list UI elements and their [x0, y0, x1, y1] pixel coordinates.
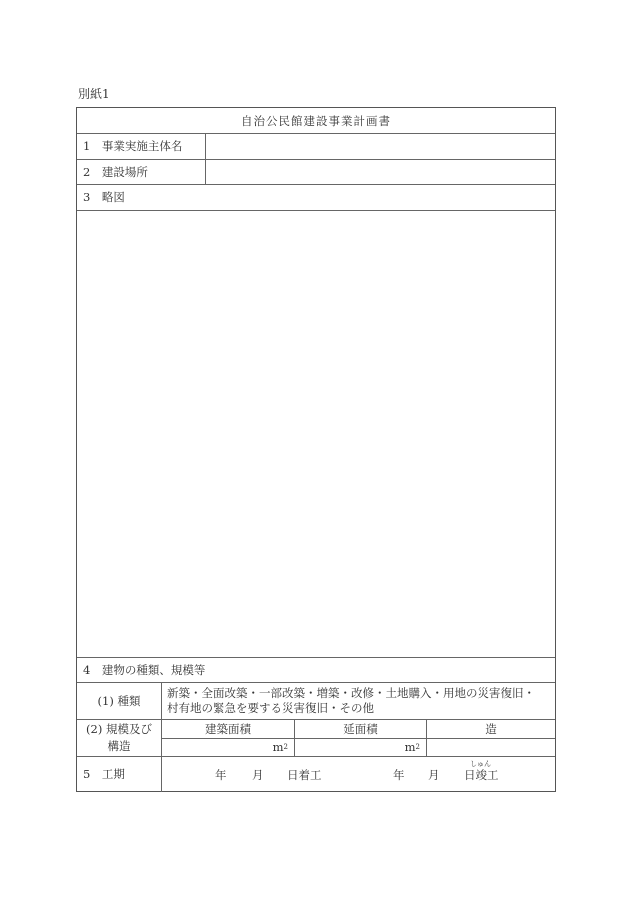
- end-year: 年: [393, 768, 405, 782]
- building-area-header: 建築面積: [205, 721, 251, 736]
- scale-label-line-1: (2) 規模及び: [86, 722, 152, 736]
- type-options-line-1: 新築・全面改築・一部改築・増築・改修・土地購入・用地の災害復旧・: [167, 686, 535, 700]
- start-year: 年: [215, 768, 227, 782]
- end-month: 月: [428, 768, 440, 782]
- scale-label-line-2: 構造: [107, 739, 131, 753]
- unit-label: m: [272, 740, 284, 754]
- unit-sup: 2: [283, 743, 288, 751]
- start-day: 日着工: [287, 768, 322, 782]
- structure-header: 造: [485, 721, 497, 736]
- unit-label: m: [404, 740, 416, 754]
- floor-area-field[interactable]: [295, 738, 426, 756]
- type-options[interactable]: [167, 686, 535, 716]
- unit-sup: 2: [415, 743, 420, 751]
- section-3-label: 3 略図: [83, 190, 125, 204]
- implementer-name-field[interactable]: [206, 133, 555, 159]
- scale-structure-label: [77, 721, 161, 755]
- sketch-area[interactable]: [77, 211, 555, 657]
- plan-form-table: [76, 107, 556, 792]
- building-area-field[interactable]: [162, 738, 294, 756]
- structure-field[interactable]: [427, 738, 555, 756]
- construction-site-field[interactable]: [206, 159, 555, 184]
- section-2-label: 2 建設場所: [83, 164, 148, 179]
- form-title: 自治公民館建設事業計画書: [241, 113, 391, 128]
- floor-area-header: 延面積: [343, 721, 378, 736]
- end-day: 日竣工: [464, 768, 499, 782]
- start-month: 月: [252, 768, 264, 782]
- type-label: (1) 種類: [97, 693, 141, 708]
- attachment-label: 別紙1: [78, 87, 110, 101]
- section-1-label: 1 事業実施主体名: [83, 139, 183, 153]
- section-4-label: 4 建物の種類、規模等: [83, 662, 206, 677]
- section-5-label: 5 工期: [83, 767, 125, 781]
- ruby-annotation: しゅん: [470, 760, 491, 768]
- type-options-line-2: 村有地の緊急を要する災害復旧・その他: [167, 701, 374, 715]
